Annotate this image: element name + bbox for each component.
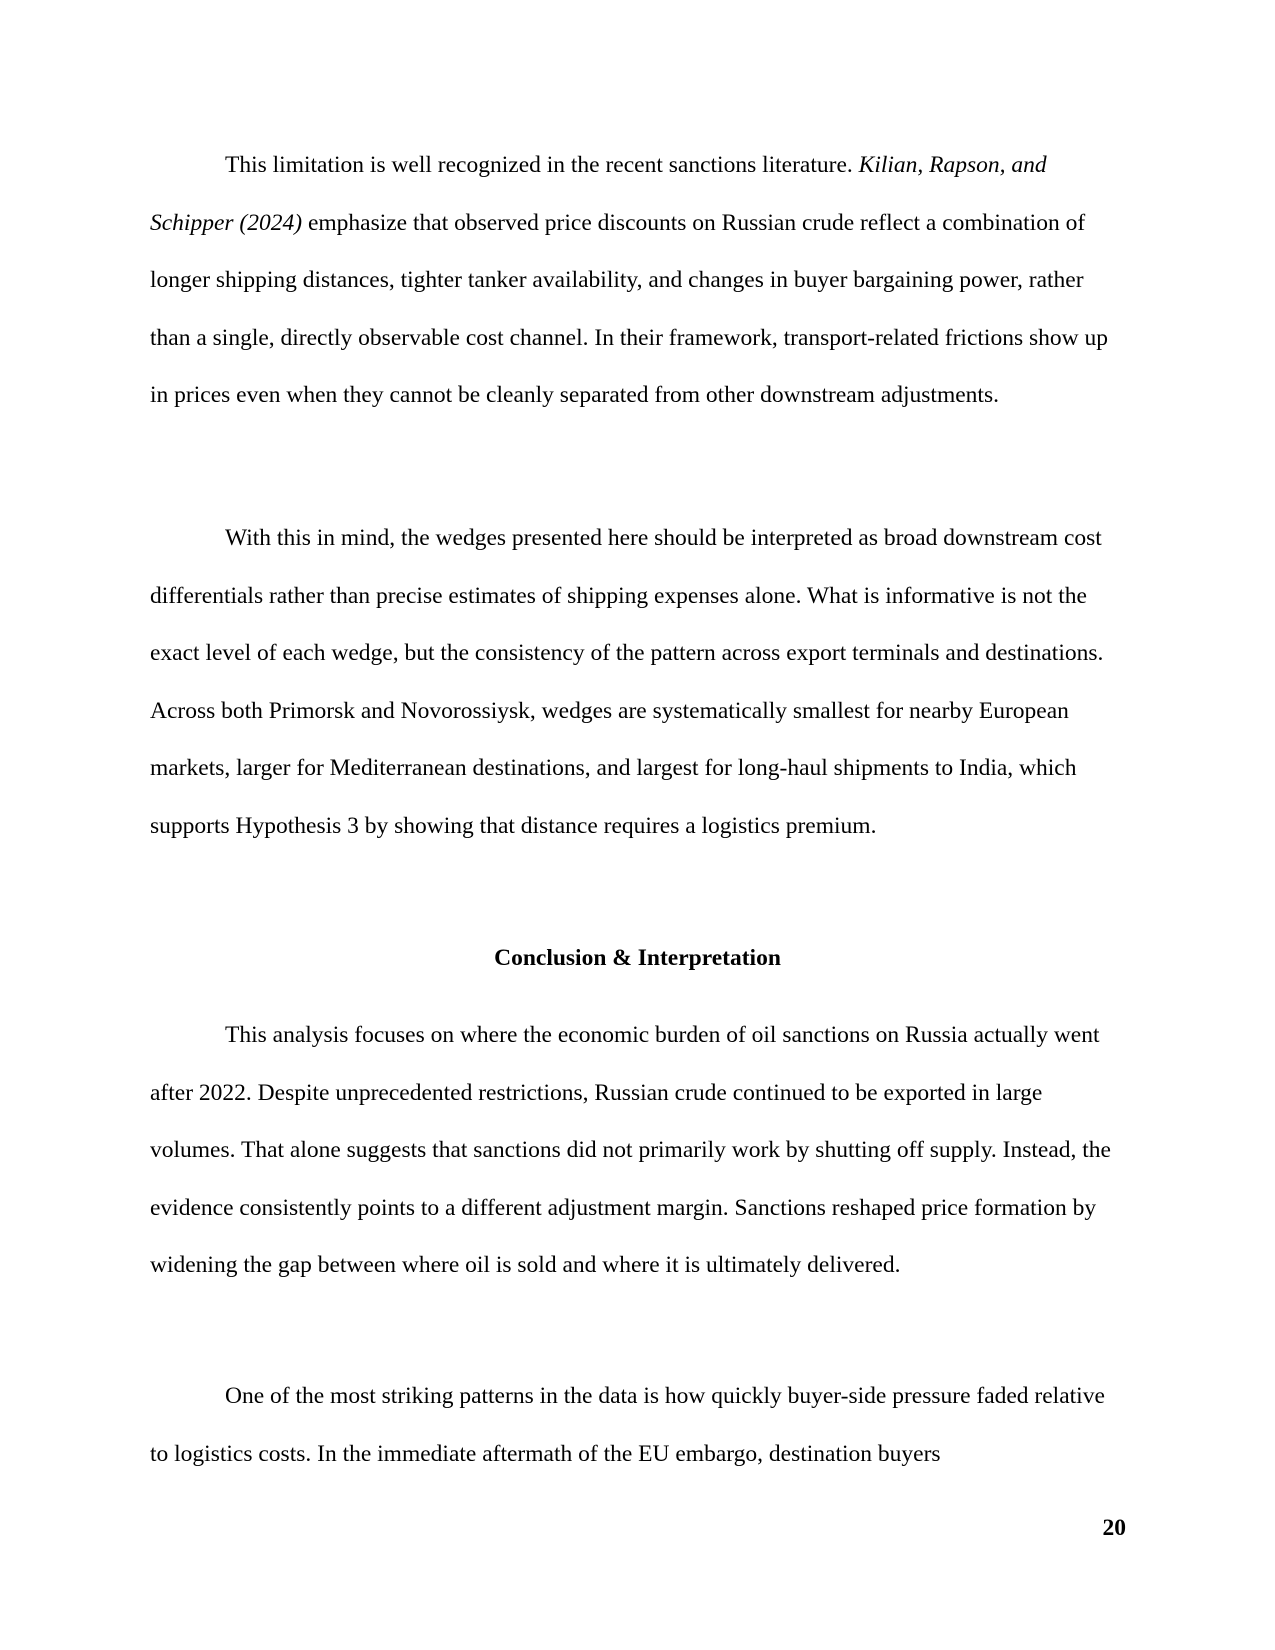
section-heading: Conclusion & Interpretation bbox=[494, 945, 781, 971]
citation-kilian-rapson-schipper: Kilian, Rapson, and Schipper (2024) bbox=[150, 152, 1047, 236]
paragraph-1-lead: This limitation is well recognized in the recent sanctions literature. bbox=[225, 152, 859, 178]
paragraph-sanctions-literature bbox=[150, 137, 1125, 425]
paragraph-wedges-interpretation: With this in mind, the wedges presented here should be interpreted as broad downstream cost differentials rather than precise estimates of shipping expenses alone. What is informative is not the exact level of each wedge, but the consistency of the pattern across export terminals and destinations. Across both Primorsk and Novorossiysk, wedges are systematically smallest for nearby European markets, larger for Mediterranean destinations, and largest for long-haul shipments to India, which supports Hypothesis 3 by showing that distance requires a logistics premium. bbox=[150, 525, 1104, 839]
paragraph-1-rest: emphasize that observed price discounts on Russian crude reflect a combination of longer shipping distances, tighter tanker availability, and changes in buyer bargaining power, rather than a single, directly observable cost channel. In their framework, transport-related frictions show up in prices even when they cannot be cleanly separated from other downstream adjustments. bbox=[150, 209, 1108, 408]
page-number: 20 bbox=[1102, 1515, 1126, 1541]
paragraph-conclusion-1: This analysis focuses on where the economic burden of oil sanctions on Russia actually went after 2022. Despite unprecedented restrictions, Russian crude continued to be exported in large volumes. That alone suggests that sanctions did not primarily work by shutting off supply. Instead, the evidence consistently points to a different adjustment margin. Sanctions reshaped price formation by widening the gap between where oil is sold and where it is ultimately delivered. bbox=[150, 1022, 1111, 1278]
paragraph-conclusion-2: One of the most striking patterns in the data is how quickly buyer-side pressure faded relative to logistics costs. In the immediate aftermath of the EU embargo, destination buyers bbox=[150, 1383, 1105, 1467]
